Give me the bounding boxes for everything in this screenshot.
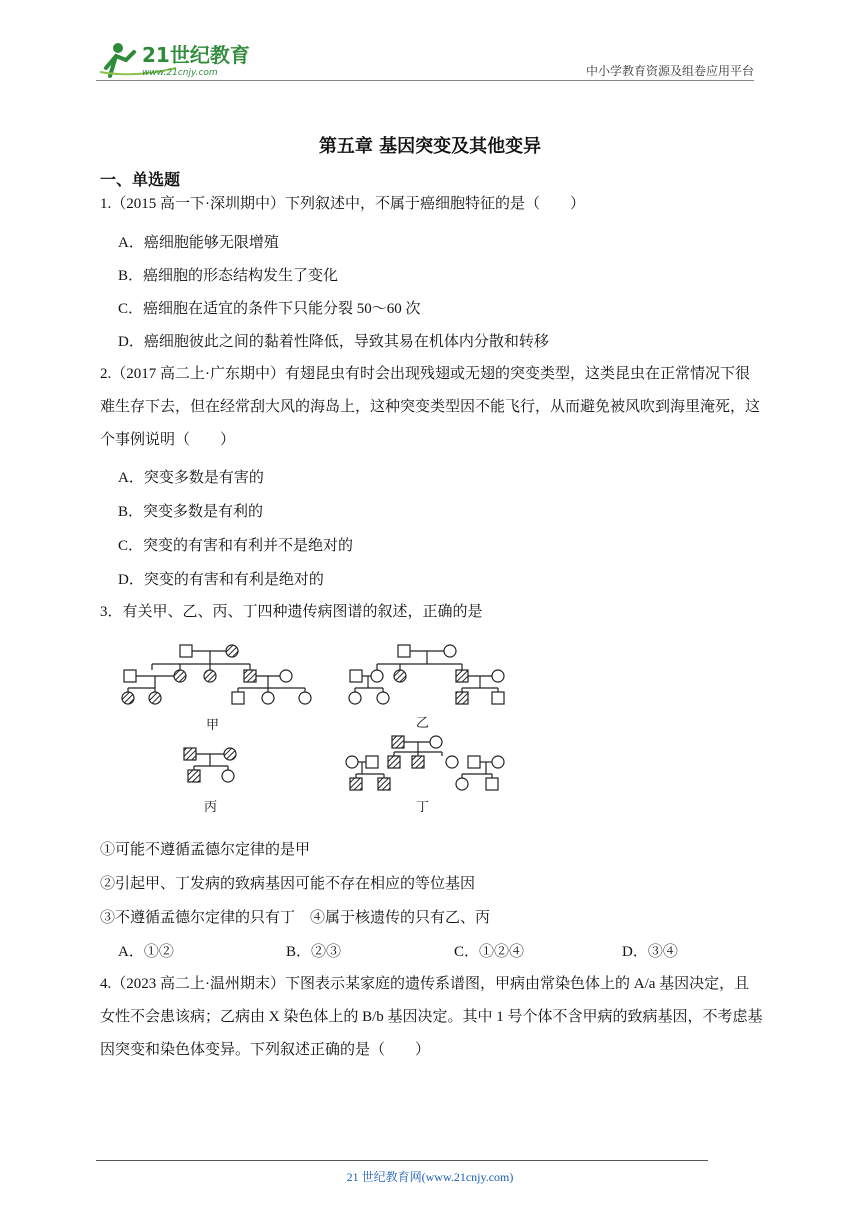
question-2-stem: 2.（2017 高二上·广东期中）有翅昆虫有时会出现残翅或无翅的突变类型，这类昆虫在正常情况下很难生存下去，但在经常刮大风的海岛上，这种突变类型因不能飞行，从而避免被风吹到海里淹死，这个事例说明（ ） — [100, 366, 761, 448]
q2-option-c: C．突变的有害和有利并不是绝对的 — [118, 538, 354, 554]
platform-name: 中小学教育资源及组卷应用平台 — [585, 64, 754, 78]
site-logo — [96, 38, 256, 80]
footer-text: 21 世纪教育网(www.21cnjy.com) — [346, 1170, 514, 1184]
q3-choice-c: C．①②④ — [454, 944, 525, 960]
question-3-stem: 3．有关甲、乙、丙、丁四种遗传病图谱的叙述，正确的是 — [100, 604, 483, 620]
page-title: 第五章 基因突变及其他变异 — [318, 136, 542, 157]
q1-option-d: D．癌细胞彼此之间的黏着性降低，导致其易在机体内分散和转移 — [118, 334, 549, 350]
logo-text: 21世纪教育 — [142, 43, 250, 67]
q3-choice-a: A．①② — [118, 944, 174, 960]
q3-statement-1: ①可能不遵循孟德尔定律的是甲 — [100, 842, 311, 858]
pedigree-label-jia: 甲 — [206, 718, 220, 733]
q3-statement-3-4: ③不遵循孟德尔定律的只有丁 ④属于核遗传的只有乙、丙 — [100, 910, 491, 926]
pedigree-label-bing: 丙 — [204, 800, 218, 815]
question-1-stem: 1.（2015 高一下·深圳期中）下列叙述中，不属于癌细胞特征的是（ ） — [100, 196, 585, 212]
pedigree-figure — [100, 636, 520, 820]
footer-divider — [96, 1160, 708, 1161]
q3-choice-d: D．③④ — [622, 944, 678, 960]
logo-url: www.21cnjy.com — [142, 68, 218, 78]
q3-choice-b: B．②③ — [286, 944, 342, 960]
q1-option-b: B．癌细胞的形态结构发生了变化 — [118, 268, 339, 284]
q2-option-a: A．突变多数是有害的 — [118, 470, 264, 486]
question-4-stem: 4.（2023 高二上·温州期末）下图表示某家庭的遗传系谱图，甲病由常染色体上的 A/a 基因决定，且女性不会患该病；乙病由 X 染色体上的 B/b 基因决定。其中 1 号个体不含甲病的致病基因，不考虑基因突变和染色体变异。下列叙述正确的是（ ） — [100, 976, 763, 1058]
pedigree-label-yi: 乙 — [416, 716, 430, 731]
q2-option-d: D．突变的有害和有利是绝对的 — [118, 572, 324, 588]
q1-option-c: C．癌细胞在适宜的条件下只能分裂 50～60 次 — [118, 301, 421, 317]
q1-option-a: A．癌细胞能够无限增殖 — [118, 235, 279, 251]
q2-option-b: B．突变多数是有利的 — [118, 504, 264, 520]
section-heading: 一、单选题 — [100, 170, 181, 189]
header-divider — [96, 80, 754, 81]
q3-statement-2: ②引起甲、丁发病的致病基因可能不存在相应的等位基因 — [100, 876, 476, 892]
pedigree-label-ding: 丁 — [416, 800, 430, 815]
